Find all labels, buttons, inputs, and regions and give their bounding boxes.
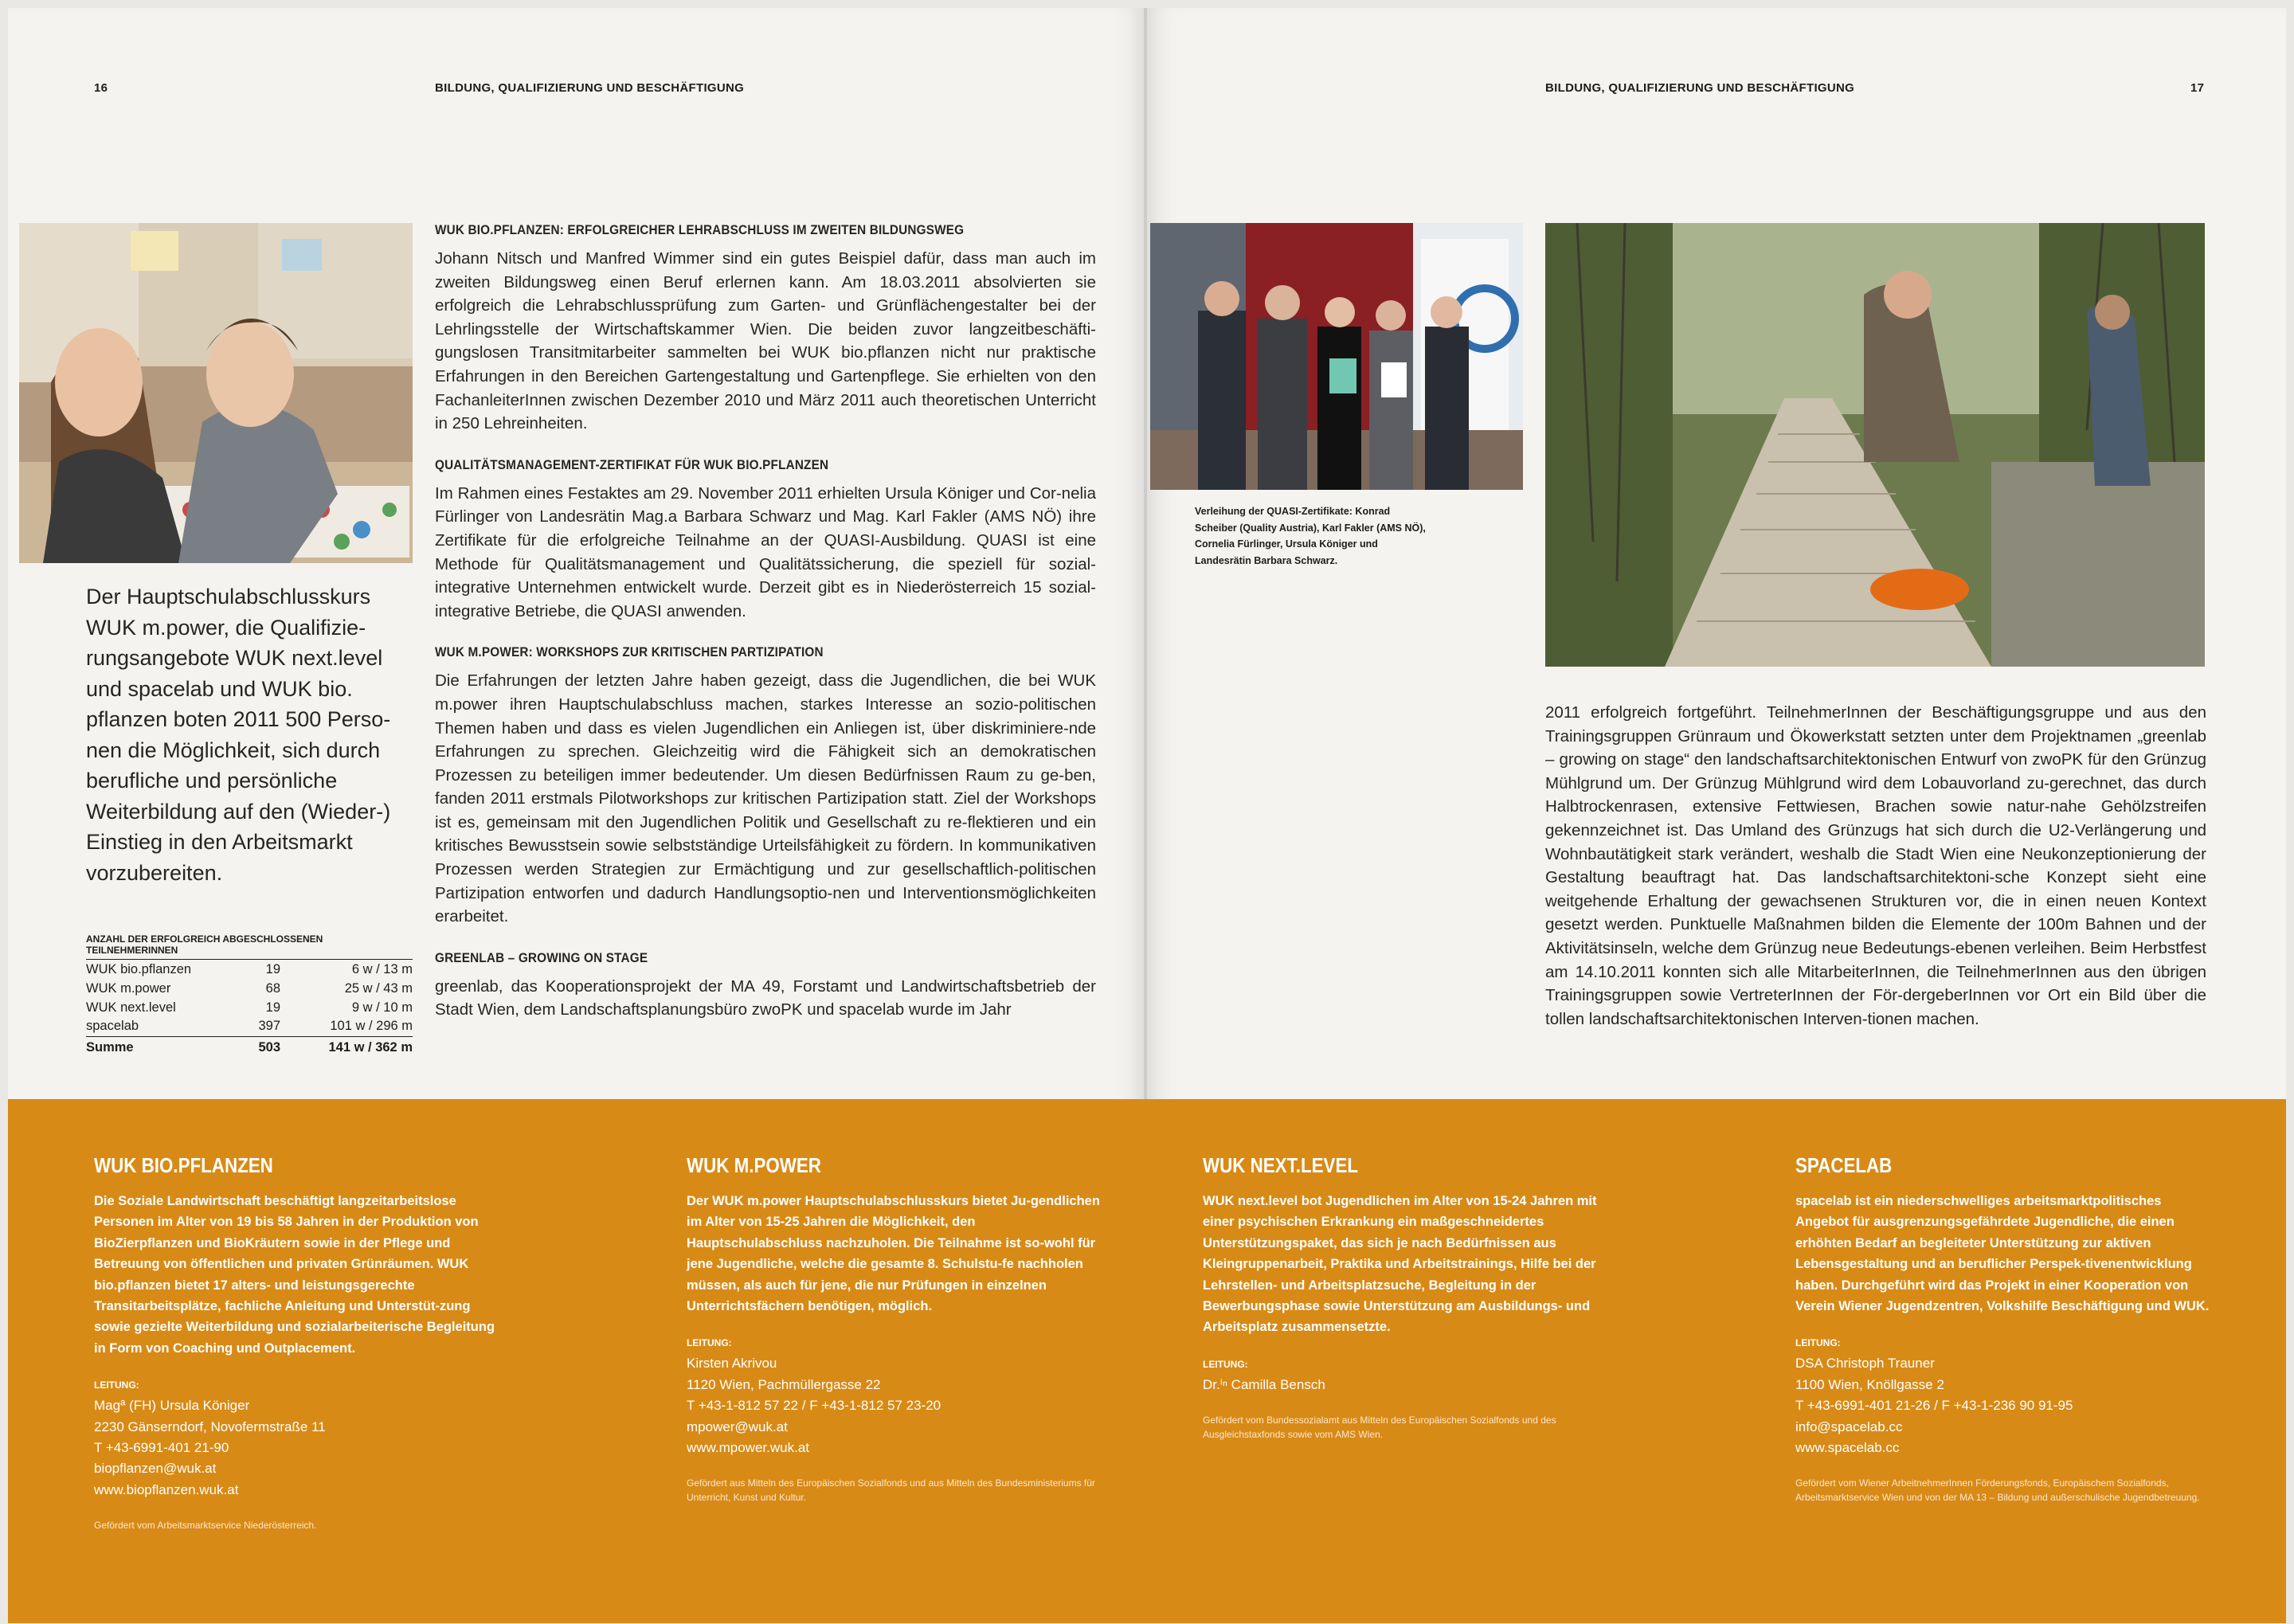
article-continuation: [1545, 701, 2206, 1031]
box-funding: Gefördert vom Arbeitsmarktservice Niederösterreich.: [94, 1520, 317, 1532]
box-label: LEITUNG:: [1795, 1337, 1841, 1349]
contact-website: www.spacelab.cc: [1795, 1440, 1900, 1456]
row-split: 25 w / 43 m: [344, 980, 413, 996]
article-text: Die Erfahrungen der letzten Jahre haben gezeigt, dass die Jugendlichen, die bei WUK m.power ihren Hauptschulabschluss machen, starkes Interesse an sozio-politischen Themen haben und dass es vielen Jugendlichen ein Anliegen ist, über diskriminiere-nde Erfahrungen zu sprechen. Gleichzeitig wird die Fähigkeit sich an demokratischen Prozessen zu beteiligen immer bedeutender. Um diesen Bedürfnissen Raum zu ge-ben, fanden 2011 erstmals Pilotworkshops zur kritischen Partizipation statt. Ziel der Workshops ist es, gemeinsam mit den Jugendlichen Politik und Gesellschaft zu re-flektieren und ein kritisches Bewusstsein sowie selbstständige Urteilsfähigkeit zu fördern. In kommunikativen Prozessen werden Strategien zur Ermächtigung und zur gesellschaftlich-politischen Partizipation entworfen und dadurch Handlungsoptio-nen und Interventionsmöglichkeiten erarbeitet.: [435, 671, 1096, 926]
box-funding: Gefördert vom Bundessozialamt aus Mitteln des Europäischen Sozialfonds und des Ausgleichstaxfonds sowie vom AMS Wien.: [1203, 1415, 1556, 1441]
box-funding: Gefördert vom Wiener ArbeitnehmerInnen Förderungsfonds, Europäischem Sozialfonds, Arbeitsmarktservice Wien und von der MA 13 – Bildung und außerschulische Jugendbetreuung.: [1795, 1477, 2200, 1504]
box-title: WUK BIO.PFLANZEN: [94, 1153, 273, 1177]
table-row: [86, 998, 413, 1017]
article-text: 2011 erfolgreich fortgeführt. TeilnehmerInnen der Beschäftigungsgruppe und aus den Trainingsgruppen Grünraum und Ökowerkstatt setzten unter dem Projektnamen „greenlab – growing on stage“ den landschaftsarchitektonischen Entwurf von zwoPK für den Grünzug Mühlgrund um. Der Grünzug Mühlgrund wird dem Lobauvorland zu-gerechnet, das durch Halbtrockenrasen, extensive Fettwiesen, Brachen sowie natur-nahe Gehölzstreifen gekennzeichnet ist. Das Umland des Grünzugs hat sich durch die U2-Verlängerung und Wohnbautätigkeit stark verändert, weshalb die Stadt Wien eine Neukonzeptionierung der Gestaltung beauftragt hat. Das landschaftsarchitektoni-sche Konzept sieht eine weitgehende Erhaltung der gewachsenen Strukturen vor, die in einen neuen Kontext gesetzt werden. Punktuelle Maßnahmen bilden die Elemente der 100m Bahnen und der Aktivitätsinseln, welche dem Grünzug neue Bedeutungs-ebenen verleihen. Beim Herbstfest am 14.10.2011 konnten sich alle MitarbeiterInnen, die TeilnehmerInnen aus den übrigen Trainingsgruppen sowie VertreterInnen der För-dergeberInnen vor Ort ein Bild über die tollen landschaftsarchitektonischen Interven-tionen machen.: [1545, 703, 2206, 1028]
running-header-left: BILDUNG, QUALIFIZIERUNG UND BESCHÄFTIGUNG: [435, 81, 745, 95]
info-box-mpower: [687, 1153, 1101, 1505]
row-count: 397: [258, 1019, 280, 1034]
contact-email: info@spacelab.cc: [1795, 1419, 1903, 1434]
contact-website: www.biopflanzen.wuk.at: [94, 1481, 239, 1497]
running-header-right: BILDUNG, QUALIFIZIERUNG UND BESCHÄFTIGUNG: [1545, 81, 1855, 95]
contact-address: 1100 Wien, Knöllgasse 2: [1795, 1376, 1944, 1392]
table-row: [86, 979, 413, 998]
row-split: 6 w / 13 m: [351, 961, 413, 976]
table-row: [86, 960, 413, 979]
box-description: Die Soziale Landwirtschaft beschäftigt langzeitarbeitslose Personen im Alter von 19 bis 58 Jahren in der Produktion von BioZierpflanzen und BioKräutern sowie in der Pflege und Betreuung von öffentlichen und privaten Grünräumen. WUK bio.pflanzen bietet 17 alters- und leistungsgerechte Transitarbeitsplätze, fachliche Anleitung und Unterstüt-zung sowie gezielte Weiterbildung und sozialarbeiterische Begleitung in Form von Coaching und Outplacement.: [94, 1194, 495, 1356]
contact-phone: T +43-6991-401 21-26 / F +43-1-236 90 91-95: [1795, 1398, 2073, 1414]
row-split: 101 w / 296 m: [330, 1019, 413, 1034]
box-description: WUK next.level bot Jugendlichen im Alter von 15-24 Jahren mit einer psychischen Erkrankung ein maßgeschneidertes Unterstützungspaket, das sich je nach Bedürfnissen aus Kleingruppenarbeit, Praktika und Arbeitstrainings, Hilfe bei der Lehrstellen- und Arbeitsplatzsuche, Begleitung in der Bewerbungsphase sowie Unterstützung am Ausbildungs- und Arbeitsplatz zusammensetzte.: [1203, 1194, 1597, 1335]
row-count: 19: [265, 961, 280, 976]
boardwalk-photo: [1545, 223, 2205, 667]
contact-name: Kirsten Akrivou: [687, 1356, 777, 1372]
row-count: 68: [265, 980, 280, 996]
contact-name: Magª (FH) Ursula Königer: [94, 1398, 250, 1414]
box-description: Der WUK m.power Hauptschulabschlusskurs bietet Ju-gendlichen im Alter von 15-25 Jahren die Möglichkeit, den Hauptschulabschluss nachzuholen. Die Teilnahme ist so-wohl für jene Jugendliche, welche die gesamte 8. Schulstu-fe nachholen müssen, als auch für jene, die nur Prüfungen in einzelnen Unterrichtsfächern benötigen, möglich.: [687, 1194, 1100, 1314]
students-photo-illustration: [19, 223, 413, 563]
contact-address: 1120 Wien, Pachmüllergasse 22: [687, 1376, 881, 1392]
row-name: spacelab: [86, 1019, 139, 1034]
contact-name: Dr.ⁱⁿ Camilla Bensch: [1203, 1376, 1325, 1392]
participants-table: [86, 933, 413, 1057]
article-text: greenlab, das Kooperationsprojekt der MA 49, Forstamt und Landwirtschaftsbetrieb der Stadt Wien, dem Landschaftsplanungsbüro zwoPK und spacelab wurde im Jahr: [435, 976, 1096, 1019]
row-split: 9 w / 10 m: [351, 1000, 413, 1015]
contact-address: 2230 Gänserndorf, Novofermstraße 11: [94, 1419, 326, 1434]
award-ceremony-photo: [1150, 223, 1523, 490]
contact-website: www.mpower.wuk.at: [687, 1440, 809, 1456]
box-label: LEITUNG:: [94, 1379, 139, 1391]
info-box-spacelab: [1795, 1153, 2210, 1505]
article-text: Johann Nitsch und Manfred Wimmer sind ein gutes Beispiel dafür, dass man auch im zweiten Bildungsweg einen Beruf erlernen kann. Am 18.03.2011 absolvierten sie erfolgreich die Lehrabschlussprüfung zum Garten- und Grünflächengestalter bei der Lehrlingsstelle der Wirtschaftskammer Wien. Die beiden zuvor langzeitbeschäfti-gungslosen Transitmitarbeiter sammelten bei WUK bio.pflanzen nicht nur praktische Erfahrungen in den Bereichen Gartengestaltung und Gartenpflege. Sie erhielten von den FachanleiterInnen zwischen Dezember 2010 und März 2011 auch theoretischen Unterricht in 250 Lehreinheiten.: [435, 249, 1096, 433]
contact-name: DSA Christoph Trauner: [1795, 1356, 1935, 1372]
box-title: WUK M.POWER: [687, 1153, 821, 1177]
info-box-biopflanzen: [94, 1153, 508, 1532]
box-description: spacelab ist ein niederschwelliges arbeitsmarktpolitisches Angebot für ausgrenzungsgefährdete Jugendliche, die einen erhöhten Bedarf an begleiteter Unterstützung zur aktiven Lebensgestaltung und an beruflicher Perspek-tivenentwicklung haben. Durchgeführt wird das Projekt in einer Kooperation von Verein Wiener Jugendzentren, Volkshilfe Beschäftigung und WUK.: [1795, 1194, 2210, 1314]
total-split: 141 w / 362 m: [309, 1036, 413, 1057]
contact-phone: T +43-1-812 57 22 / F +43-1-812 57 23-20: [687, 1398, 941, 1414]
box-label: LEITUNG:: [1203, 1358, 1248, 1370]
article-column: [435, 221, 1096, 1022]
info-box-nextlevel: [1203, 1153, 1617, 1442]
box-label: LEITUNG:: [687, 1337, 732, 1349]
photo-caption: Verleihung der QUASI-Zertifikate: Konrad Scheiber (Quality Austria), Karl Fakler (AMS NÖ), Cornelia Fürlinger, Ursula Königer und Landesrätin Barbara Schwarz.: [1195, 506, 1426, 566]
participants-table-caption: ANZAHL DER ERFOLGREICH ABGESCHLOSSENEN TEILNEHMERINNEN: [86, 933, 413, 960]
award-ceremony-illustration: [1150, 223, 1523, 490]
contact-email: biopflanzen@wuk.at: [94, 1461, 217, 1477]
table-total-row: [86, 1036, 413, 1057]
total-name: Summe: [86, 1036, 253, 1057]
row-name: WUK bio.pflanzen: [86, 961, 192, 976]
row-name: WUK m.power: [86, 980, 171, 996]
contact-email: mpower@wuk.at: [687, 1419, 788, 1434]
article-text: Im Rahmen eines Festaktes am 29. November 2011 erhielten Ursula Königer und Cor-nelia Fürlinger von Landesrätin Mag.a Barbara Schwarz und Mag. Karl Fakler (AMS NÖ) ihre Zertifikate für die erfolgreiche Teilnahme an der QUASI-Ausbildung. QUASI ist eine Methode für Qualitätsmanagement und Qualitätssicherung, die speziell für sozial-integrative Unternehmen entwickelt wurde. Derzeit gibt es in Niederösterreich 15 sozial-integrative Betriebe, die QUASI anwenden.: [435, 483, 1096, 620]
students-photo: [19, 223, 413, 563]
box-title: SPACELAB: [1795, 1153, 1893, 1177]
article-heading: QUALITÄTSMANAGEMENT-ZERTIFIKAT FÜR WUK BIO.PFLANZEN: [435, 456, 829, 472]
row-count: 19: [265, 1000, 280, 1015]
page-number-left: 16: [94, 81, 108, 95]
table-row: [86, 1017, 413, 1036]
article-heading: GREENLAB – GROWING ON STAGE: [435, 949, 648, 965]
box-funding: Gefördert aus Mitteln des Europäischen Sozialfonds und aus Mitteln des Bundesministeriums für Unterricht, Kunst und Kultur.: [687, 1477, 1095, 1504]
article-heading: WUK BIO.PFLANZEN: ERFOLGREICHER LEHRABSCHLUSS IM ZWEITEN BILDUNGSWEG: [435, 222, 965, 237]
contact-phone: T +43-6991-401 21-90: [94, 1440, 229, 1456]
page-number-right: 17: [2190, 81, 2205, 95]
article-heading: WUK M.POWER: WORKSHOPS ZUR KRITISCHEN PARTIZIPATION: [435, 644, 824, 660]
box-title: WUK NEXT.LEVEL: [1203, 1153, 1359, 1177]
row-name: WUK next.level: [86, 1000, 176, 1015]
total-count: 503: [253, 1036, 309, 1057]
intro-text: Der Hauptschulabschlusskurs WUK m.power, die Qualifizie-rungsangebote WUK next.level und spacelab und WUK bio. pflanzen boten 2011 500 Perso-nen die Möglichkeit, sich durch berufliche und persönliche Weiterbildung auf den (Wieder-) Einstieg in den Arbeitsmarkt vorzubereiten.: [86, 585, 391, 885]
boardwalk-illustration: [1545, 223, 2205, 667]
